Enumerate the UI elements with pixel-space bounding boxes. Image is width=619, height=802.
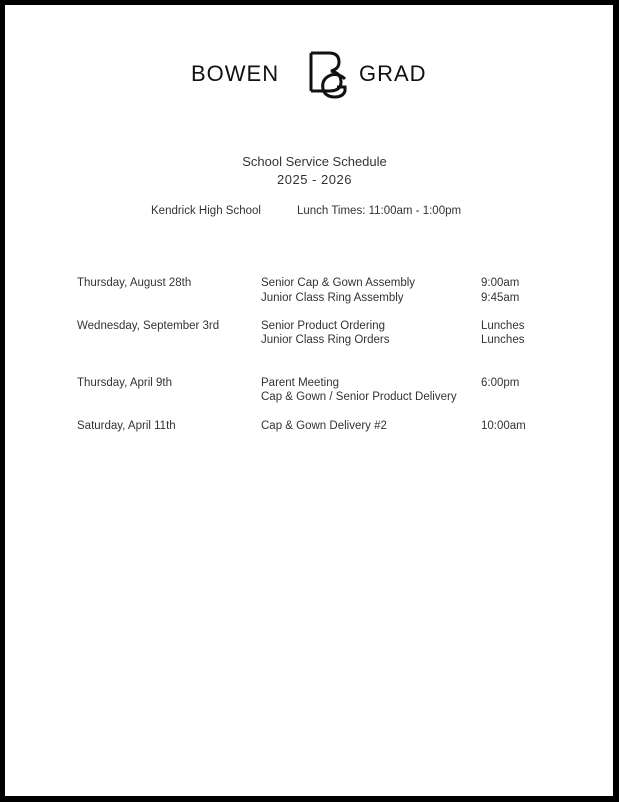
schedule-time: 9:00am — [481, 277, 520, 289]
schedule-time: Lunches — [481, 320, 525, 332]
schedule-time: 6:00pm — [481, 377, 520, 389]
schedule-event: Senior Product Ordering — [261, 320, 386, 332]
schedule-date: Wednesday, September 3rd — [77, 320, 220, 332]
schedule-title: School Service Schedule — [242, 154, 387, 169]
schedule-event: Junior Class Ring Assembly — [261, 292, 404, 304]
bg-monogram-logo — [299, 49, 351, 99]
school-name: Kendrick High School — [151, 205, 261, 217]
schedule-date: Saturday, April 11th — [77, 420, 176, 432]
schedule-time: 10:00am — [481, 420, 526, 432]
schedule-event: Junior Class Ring Orders — [261, 334, 390, 346]
schedule-event: Senior Cap & Gown Assembly — [261, 277, 416, 289]
schedule-event: Cap & Gown Delivery #2 — [261, 420, 387, 432]
schedule-time: Lunches — [481, 334, 525, 346]
logo-word-right: GRAD — [359, 61, 427, 86]
schedule-time: 9:45am — [481, 292, 520, 304]
lunch-times: Lunch Times: 11:00am - 1:00pm — [297, 205, 462, 217]
school-year: 2025 - 2026 — [277, 172, 352, 187]
schedule-event: Cap & Gown / Senior Product Delivery — [261, 391, 457, 403]
schedule-date: Thursday, April 9th — [77, 377, 173, 389]
logo-word-left: BOWEN — [191, 61, 280, 86]
schedule-date: Thursday, August 28th — [77, 277, 192, 289]
schedule-event: Parent Meeting — [261, 377, 339, 389]
bowen-grad-logo — [191, 49, 443, 99]
